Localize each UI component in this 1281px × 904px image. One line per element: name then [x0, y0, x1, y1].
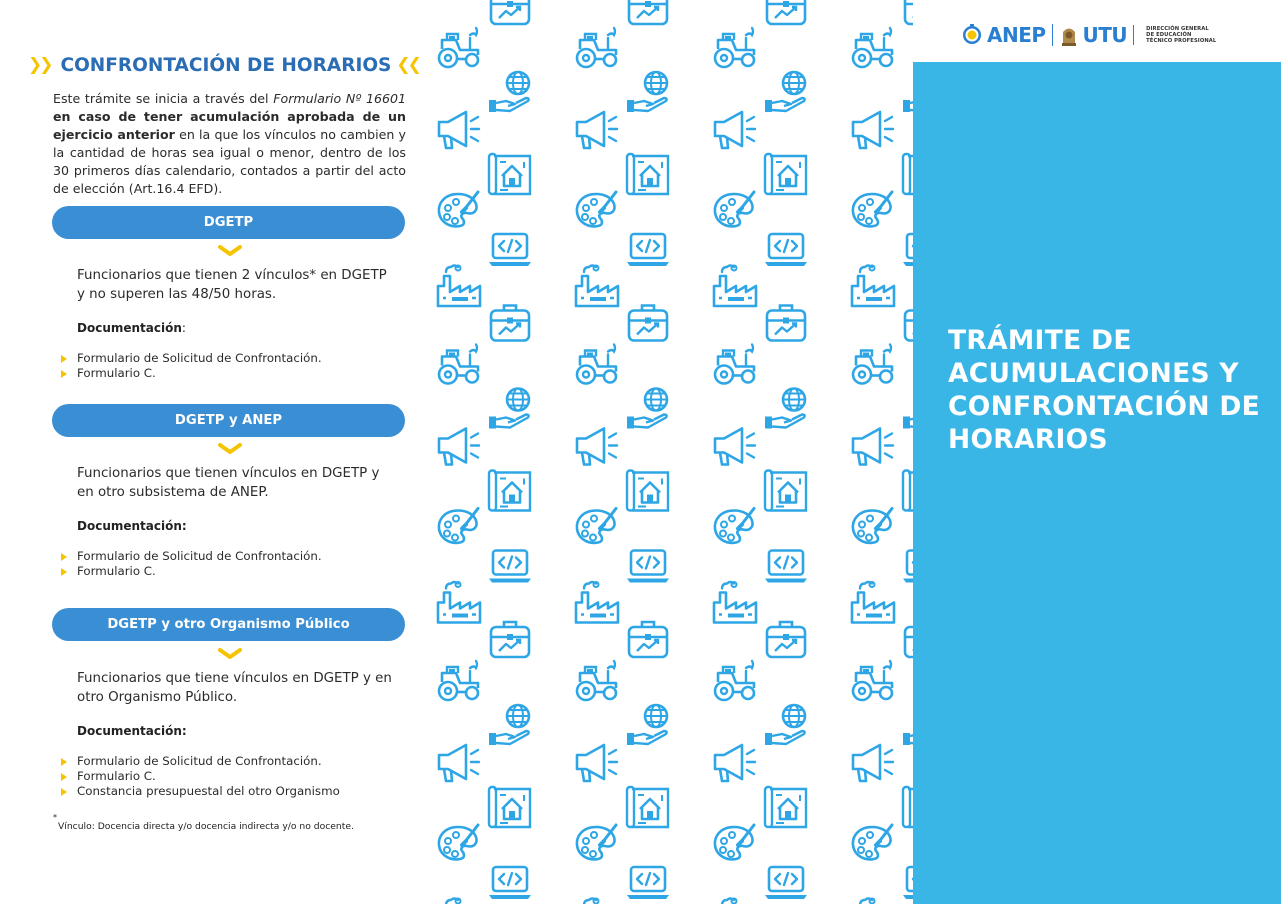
- megaphone-icon: [439, 429, 479, 465]
- tractor-icon: [715, 345, 754, 384]
- list-item: Formulario de Solicitud de Confrontación.: [60, 754, 340, 769]
- palette-icon: [715, 825, 754, 859]
- section-header-dgetp-anep: DGETP y ANEP: [52, 404, 405, 437]
- laptop-code-icon: [489, 234, 531, 266]
- section-header-dgetp: DGETP: [52, 206, 405, 239]
- palette-icon: [715, 509, 754, 543]
- palette-icon: [439, 509, 478, 543]
- palette-icon: [439, 825, 478, 859]
- documentation-colon: :: [181, 321, 186, 335]
- briefcase-growth-icon: [905, 0, 913, 24]
- tractor-icon: [853, 345, 892, 384]
- footnote-mark: *: [53, 813, 57, 822]
- blueprint-house-icon: [627, 787, 668, 827]
- documentation-label-text: Documentación:: [77, 724, 187, 738]
- chevrons-left-icon: ❮❮: [396, 55, 419, 75]
- utu-logo-text: UTU: [1082, 23, 1128, 47]
- logo-separator: [1052, 24, 1053, 46]
- blueprint-house-icon: [765, 154, 806, 194]
- section-header-dgetp-organismo: DGETP y otro Organismo Público: [52, 608, 405, 641]
- briefcase-growth-icon: [905, 622, 913, 657]
- cover-blue-panel: [913, 62, 1281, 904]
- blueprint-house-icon: [627, 154, 668, 194]
- laptop-code-icon: [903, 234, 913, 266]
- tractor-icon: [853, 661, 892, 700]
- intro-text: Este trámite se inicia a través del: [53, 91, 274, 106]
- tractor-icon: [577, 661, 616, 700]
- laptop-code-icon: [765, 551, 807, 583]
- chevrons-right-icon: ❯❯: [28, 55, 51, 75]
- documentation-list: [60, 754, 340, 799]
- factory-icon: [714, 899, 756, 904]
- blueprint-house-icon: [765, 471, 806, 511]
- list-item: Formulario C.: [60, 564, 322, 579]
- factory-icon: [714, 582, 756, 623]
- laptop-code-icon: [489, 867, 531, 899]
- dg-line: TÉCNICO PROFESIONAL: [1146, 38, 1217, 44]
- laptop-code-icon: [627, 234, 669, 266]
- list-item: Formulario C.: [60, 769, 340, 784]
- tractor-icon: [439, 345, 478, 384]
- blueprint-house-icon: [765, 787, 806, 827]
- intro-form-ref: Formulario Nº 16601: [273, 91, 407, 106]
- footnote-text: Vínculo: Docencia directa y/o docencia indirecta y/o no docente.: [58, 821, 354, 833]
- megaphone-icon: [577, 429, 617, 465]
- briefcase-growth-icon: [629, 0, 667, 24]
- megaphone-icon: [577, 745, 617, 781]
- megaphone-icon: [715, 745, 755, 781]
- globe-hand-icon: [489, 705, 529, 745]
- intro-bold: en caso de tener acumulación aprobada de un ejercicio anterior: [53, 109, 406, 142]
- list-item: Formulario de Solicitud de Confrontación.: [60, 549, 322, 564]
- megaphone-icon: [853, 745, 893, 781]
- palette-icon: [577, 825, 616, 859]
- factory-icon: [576, 582, 618, 623]
- title-row: [28, 52, 428, 78]
- chevron-down-icon: [217, 647, 243, 661]
- icon-pattern-svg: [430, 0, 913, 904]
- globe-hand-icon: [903, 389, 913, 429]
- laptop-code-icon: [765, 867, 807, 899]
- laptop-code-icon: [765, 234, 807, 266]
- megaphone-icon: [715, 429, 755, 465]
- section-description: Funcionarios que tiene vínculos en DGETP y en otro Organismo Público.: [77, 671, 392, 705]
- globe-hand-icon: [765, 72, 805, 112]
- documentation-label: [77, 724, 187, 738]
- laptop-code-icon: [627, 551, 669, 583]
- logo-row: [961, 22, 1216, 48]
- briefcase-growth-icon: [629, 622, 667, 657]
- laptop-code-icon: [903, 551, 913, 583]
- section-description: Funcionarios que tienen 2 vínculos* en DGETP y no superen las 48/50 horas.: [77, 268, 387, 302]
- documentation-label-text: Documentación: [77, 321, 182, 335]
- tractor-icon: [715, 28, 754, 67]
- cover-panel: [913, 0, 1281, 904]
- factory-icon: [438, 582, 480, 623]
- blueprint-house-icon: [489, 787, 530, 827]
- globe-hand-icon: [627, 72, 667, 112]
- logo-separator: [1133, 25, 1134, 45]
- factory-icon: [576, 899, 618, 904]
- briefcase-growth-icon: [629, 306, 667, 341]
- tractor-icon: [439, 28, 478, 67]
- factory-icon: [852, 899, 894, 904]
- megaphone-icon: [439, 745, 479, 781]
- megaphone-icon: [577, 112, 617, 148]
- factory-icon: [852, 582, 894, 623]
- briefcase-growth-icon: [767, 306, 805, 341]
- tractor-icon: [577, 28, 616, 67]
- content-column: [0, 0, 430, 904]
- list-item: Formulario C.: [60, 366, 322, 381]
- blueprint-house-icon: [903, 471, 913, 511]
- palette-icon: [853, 192, 892, 226]
- globe-hand-icon: [903, 705, 913, 745]
- utu-emblem-icon: [1059, 23, 1079, 47]
- anep-emblem-icon: [961, 23, 983, 47]
- list-item: Constancia presupuestal del otro Organismo: [60, 784, 340, 799]
- logo-bar: [913, 0, 1281, 62]
- globe-hand-icon: [627, 705, 667, 745]
- intro-paragraph: [53, 90, 406, 198]
- documentation-list: [60, 549, 322, 579]
- factory-icon: [714, 266, 756, 307]
- briefcase-growth-icon: [491, 306, 529, 341]
- anep-logo-text: ANEP: [987, 23, 1046, 47]
- palette-icon: [853, 825, 892, 859]
- blueprint-house-icon: [489, 471, 530, 511]
- palette-icon: [715, 192, 754, 226]
- globe-hand-icon: [489, 72, 529, 112]
- tractor-icon: [577, 345, 616, 384]
- list-item: Formulario de Solicitud de Confrontación.: [60, 351, 322, 366]
- factory-icon: [852, 266, 894, 307]
- palette-icon: [853, 509, 892, 543]
- dgetp-logo-text: [1146, 26, 1216, 44]
- laptop-code-icon: [627, 867, 669, 899]
- documentation-label: [77, 321, 186, 335]
- laptop-code-icon: [903, 867, 913, 899]
- dg-line: DE EDUCACIÓN: [1146, 32, 1192, 38]
- briefcase-growth-icon: [905, 306, 913, 341]
- palette-icon: [577, 192, 616, 226]
- page-title: CONFRONTACIÓN DE HORARIOS: [60, 54, 392, 76]
- blueprint-house-icon: [489, 154, 530, 194]
- megaphone-icon: [715, 112, 755, 148]
- chevron-down-icon: [217, 442, 243, 456]
- documentation-label-text: Documentación:: [77, 519, 187, 533]
- cover-title: TRÁMITE DE ACUMULACIONES Y CONFRONTACIÓN DE HORARIOS: [948, 325, 1261, 455]
- palette-icon: [439, 192, 478, 226]
- tractor-icon: [853, 28, 892, 67]
- factory-icon: [438, 899, 480, 904]
- briefcase-growth-icon: [767, 0, 805, 24]
- footnote: [53, 813, 354, 833]
- tractor-icon: [439, 661, 478, 700]
- globe-hand-icon: [765, 705, 805, 745]
- documentation-list: [60, 351, 322, 381]
- blueprint-house-icon: [903, 787, 913, 827]
- factory-icon: [576, 266, 618, 307]
- icon-pattern: [430, 0, 913, 904]
- globe-hand-icon: [765, 389, 805, 429]
- briefcase-growth-icon: [491, 0, 529, 24]
- briefcase-growth-icon: [767, 622, 805, 657]
- chevron-down-icon: [217, 244, 243, 258]
- briefcase-growth-icon: [491, 622, 529, 657]
- globe-hand-icon: [627, 389, 667, 429]
- globe-hand-icon: [903, 72, 913, 112]
- globe-hand-icon: [489, 389, 529, 429]
- blueprint-house-icon: [903, 154, 913, 194]
- megaphone-icon: [439, 112, 479, 148]
- documentation-label: [77, 519, 187, 533]
- dg-line: DIRECCIÓN GENERAL: [1146, 26, 1209, 32]
- section-description: Funcionarios que tienen vínculos en DGETP y en otro subsistema de ANEP.: [77, 466, 380, 500]
- factory-icon: [438, 266, 480, 307]
- blueprint-house-icon: [627, 471, 668, 511]
- palette-icon: [577, 509, 616, 543]
- laptop-code-icon: [489, 551, 531, 583]
- intro-rest: en la que los vínculos no cambien y la cantidad de horas sea igual o menor, dentro de los 30 primeros días calendario, contados a partir del acto de elección (Art.16.4 EFD).: [53, 127, 406, 196]
- megaphone-icon: [853, 112, 893, 148]
- tractor-icon: [715, 661, 754, 700]
- megaphone-icon: [853, 429, 893, 465]
